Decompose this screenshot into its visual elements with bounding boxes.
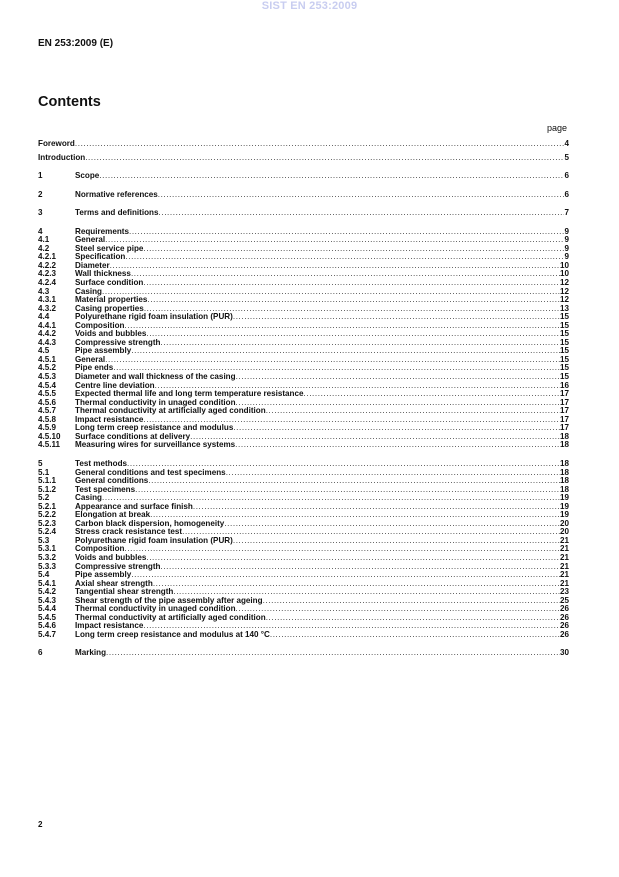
toc-entry-title: Voids and bubbles [75, 330, 147, 339]
toc-entry[interactable] [38, 511, 569, 520]
toc-entry-page: 9 [564, 244, 569, 253]
toc-dot-leader [266, 407, 560, 416]
toc-entry-number: 2 [38, 189, 43, 199]
toc-entry-page: 17 [559, 415, 569, 424]
toc-entry-page: 5 [564, 153, 569, 162]
toc-entry-title: Tangential shear strength [75, 588, 174, 597]
toc-dot-leader [266, 614, 560, 623]
toc-entry-page: 16 [559, 381, 569, 390]
toc-entry-title: Thermal conductivity in unaged condition [75, 605, 236, 614]
toc-entry[interactable] [38, 407, 569, 416]
toc-entry[interactable] [38, 236, 569, 245]
toc-entry-title: General [75, 236, 106, 245]
toc-entry[interactable] [38, 279, 569, 288]
toc-entry-number: 4.5.7 [38, 406, 57, 416]
toc-entry-title: Compressive strength [75, 338, 161, 347]
toc-entry[interactable] [38, 364, 569, 373]
toc-entry[interactable] [38, 503, 569, 512]
toc-entry-number: 4.4.3 [38, 337, 57, 347]
toc-entry-number: 5.3.1 [38, 544, 57, 554]
toc-entry-page: 10 [559, 270, 569, 279]
toc-entry[interactable] [38, 390, 569, 399]
toc-entry-number: 5.4.6 [38, 621, 57, 631]
toc-entry-page: 7 [564, 209, 569, 218]
toc-entry-number: 4 [38, 226, 43, 236]
page-title: Contents [38, 94, 101, 110]
toc-entry-title: Foreword [38, 140, 75, 148]
toc-entry[interactable] [38, 245, 569, 254]
toc-entry-page: 15 [559, 347, 569, 356]
toc-entry[interactable] [38, 172, 569, 181]
toc-entry-page: 18 [559, 468, 569, 477]
toc-entry-number: 1 [38, 171, 43, 181]
toc-entry[interactable] [38, 597, 569, 606]
toc-entry[interactable] [38, 356, 569, 365]
toc-dot-leader [155, 382, 560, 391]
toc-entry-number: 5.1.2 [38, 484, 57, 494]
toc-entry[interactable] [38, 270, 569, 279]
toc-dot-leader [236, 605, 560, 614]
toc-entry-title: Appearance and surface finish [75, 502, 193, 511]
toc-dot-leader [127, 460, 560, 469]
toc-dot-leader [304, 390, 560, 399]
toc-entry-page: 17 [559, 390, 569, 399]
toc-entry-number: 4.4 [38, 312, 50, 322]
toc-entry-page: 19 [559, 494, 569, 503]
toc-entry-page: 19 [559, 511, 569, 520]
toc-entry[interactable] [38, 545, 569, 554]
toc-dot-leader [143, 279, 560, 288]
toc-entry-title: Compressive strength [75, 562, 161, 571]
toc-entry[interactable] [38, 528, 569, 537]
toc-entry-number: 5.2.3 [38, 518, 57, 528]
toc-entry-page: 21 [559, 562, 569, 571]
toc-entry-number: 4.2 [38, 243, 50, 253]
toc-dot-leader [236, 399, 560, 408]
toc-entry-title: Material properties [75, 296, 148, 305]
toc-entry-title: Polyurethane rigid foam insulation (PUR) [75, 313, 233, 322]
toc-entry-page: 12 [559, 279, 569, 288]
toc-entry-number: 5.2.1 [38, 501, 57, 511]
toc-dot-leader [99, 172, 564, 181]
toc-dot-leader [235, 441, 560, 450]
toc-entry-number: 4.5.11 [38, 440, 61, 450]
toc-entry-number: 5.1 [38, 467, 50, 477]
toc-entry-title: Wall thickness [75, 270, 131, 279]
toc-dot-leader [153, 580, 560, 589]
toc-dot-leader [85, 154, 564, 163]
toc-entry-page: 23 [559, 588, 569, 597]
toc-entry[interactable] [38, 433, 569, 442]
toc-entry-page: 19 [559, 502, 569, 511]
toc-dot-leader [75, 140, 565, 149]
toc-dot-leader [263, 597, 560, 606]
toc-dot-leader [143, 245, 564, 254]
toc-entry-title: Specification [75, 253, 126, 262]
toc-entry-page: 12 [559, 296, 569, 305]
toc-entry-title: Long term creep resistance and modulus at 140 °C [75, 630, 270, 639]
toc-dot-leader [135, 486, 560, 495]
toc-entry-number: 4.4.1 [38, 320, 57, 330]
toc-dot-leader [102, 288, 560, 297]
toc-entry[interactable] [38, 228, 569, 237]
toc-entry-title: Axial shear strength [75, 579, 153, 588]
toc-entry-title: Normative references [75, 190, 158, 199]
toc-entry-page: 25 [559, 596, 569, 605]
toc-entry-title: Requirements [75, 227, 129, 236]
toc-entry-number: 4.5.3 [38, 372, 57, 382]
toc-entry[interactable] [38, 588, 569, 597]
toc-dot-leader [105, 356, 560, 365]
toc-entry-number: 5.2 [38, 493, 50, 503]
toc-entry-number: 4.2.3 [38, 269, 57, 279]
toc-entry[interactable] [38, 631, 569, 640]
toc-entry-title: Surface condition [75, 279, 144, 288]
toc-dot-leader [159, 209, 565, 218]
toc-entry[interactable] [38, 262, 569, 271]
toc-entry-page: 9 [564, 236, 569, 245]
toc-entry-title: Polyurethane rigid foam insulation (PUR) [75, 536, 233, 545]
toc-entry-page: 15 [559, 321, 569, 330]
toc-entry-page: 18 [559, 477, 569, 486]
toc-entry-title: Test methods [75, 459, 128, 468]
toc-dot-leader [124, 545, 560, 554]
toc-entry-page: 21 [559, 571, 569, 580]
toc-entry-number: 5.2.2 [38, 510, 57, 520]
toc-dot-leader [143, 622, 560, 631]
toc-entry-page: 18 [559, 485, 569, 494]
toc-entry-number: 5.1.1 [38, 476, 57, 486]
toc-entry[interactable] [38, 330, 569, 339]
toc-entry-title: Composition [75, 545, 125, 554]
toc-entry-page: 18 [559, 441, 569, 450]
toc-entry-number: 4.5.10 [38, 431, 61, 441]
toc-entry-title: Thermal conductivity at artificially aged condition [75, 613, 266, 622]
toc-entry-number: 5.4.5 [38, 612, 57, 622]
toc-entry[interactable] [38, 253, 569, 262]
toc-dot-leader [131, 270, 560, 279]
toc-entry[interactable] [38, 494, 569, 503]
toc-dot-leader [110, 262, 560, 271]
toc-entry-number: 4.5.1 [38, 354, 57, 364]
toc-entry-page: 20 [559, 528, 569, 537]
toc-entry[interactable] [38, 537, 569, 546]
toc-entry-number: 4.5.4 [38, 380, 57, 390]
toc-entry-title: Measuring wires for surveillance systems [75, 441, 236, 450]
toc-entry[interactable] [38, 441, 569, 450]
toc-entry-number: 5.4 [38, 570, 50, 580]
toc-dot-leader [233, 537, 560, 546]
toc-entry-page: 15 [559, 364, 569, 373]
toc-entry-page: 21 [559, 579, 569, 588]
toc-entry[interactable] [38, 580, 569, 589]
toc-entry-number: 5.3.2 [38, 552, 57, 562]
toc-entry-title: General conditions and test specimens [75, 468, 226, 477]
toc-entry-number: 5.4.4 [38, 604, 57, 614]
toc-entry-title: Diameter [75, 261, 110, 270]
page-column-label: page [546, 123, 567, 133]
toc-entry[interactable] [38, 296, 569, 305]
toc-entry-title: Long term creep resistance and modulus [75, 424, 234, 433]
toc-dot-leader [105, 236, 564, 245]
toc-entry-title: Terms and definitions [75, 209, 159, 218]
toc-entry-page: 6 [564, 172, 569, 181]
toc-entry-page: 18 [559, 432, 569, 441]
toc-dot-leader [233, 313, 560, 322]
toc-dot-leader [102, 494, 560, 503]
toc-entry-number: 6 [38, 648, 43, 658]
toc-entry-page: 15 [559, 330, 569, 339]
toc-entry-title: Diameter and wall thickness of the casing [75, 373, 236, 382]
toc-entry-page: 26 [559, 630, 569, 639]
toc-entry-page: 15 [559, 338, 569, 347]
toc-entry-number: 4.2.2 [38, 260, 57, 270]
toc-entry[interactable] [38, 288, 569, 297]
toc-dot-leader [148, 477, 560, 486]
toc-entry-number: 4.5.8 [38, 414, 57, 424]
toc-entry-page: 9 [564, 253, 569, 262]
toc-entry-page: 21 [559, 536, 569, 545]
toc-entry-title: Introduction [38, 153, 86, 162]
toc-entry-number: 5.4.7 [38, 629, 57, 639]
toc-entry-title: Casing properties [75, 304, 144, 313]
toc-dot-leader [158, 191, 565, 200]
toc-entry-page: 30 [559, 649, 569, 658]
toc-entry-number: 4.5 [38, 346, 50, 356]
toc-entry[interactable] [38, 399, 569, 408]
toc-dot-leader [150, 511, 560, 520]
watermark: SIST EN 253:2009 [261, 0, 358, 12]
toc-entry-title: Pipe assembly [75, 571, 132, 580]
toc-dot-leader [147, 296, 560, 305]
toc-entry[interactable] [38, 322, 569, 331]
toc-entry[interactable] [38, 313, 569, 322]
toc-entry-page: 17 [559, 398, 569, 407]
toc-entry-title: General conditions [75, 477, 149, 486]
toc-entry-title: Expected thermal life and long term temperature resistance [75, 390, 304, 399]
toc-dot-leader [224, 520, 560, 529]
toc-dot-leader [160, 339, 560, 348]
toc-entry-number: 5.3.3 [38, 561, 57, 571]
toc-entry-number: 4.5.6 [38, 397, 57, 407]
toc-entry[interactable] [38, 154, 569, 163]
toc-entry-number: 4.5.9 [38, 423, 57, 433]
toc-entry-title: Thermal conductivity in unaged condition [75, 398, 236, 407]
toc-entry[interactable] [38, 520, 569, 529]
toc-entry-title: Marking [75, 649, 107, 658]
toc-entry-number: 5.4.1 [38, 578, 57, 588]
toc-entry-page: 6 [564, 190, 569, 199]
toc-entry[interactable] [38, 469, 569, 478]
toc-entry-page: 21 [559, 553, 569, 562]
toc-entry-page: 4 [564, 140, 569, 148]
toc-dot-leader [146, 330, 560, 339]
toc-entry-title: Scope [75, 172, 100, 181]
toc-entry[interactable] [38, 140, 569, 149]
toc-entry-title: Stress crack resistance test [75, 528, 183, 537]
toc-dot-leader [226, 469, 560, 478]
toc-entry-page: 15 [559, 313, 569, 322]
toc-entry-title: Carbon black dispersion, homogeneity [75, 519, 225, 528]
toc-dot-leader [193, 503, 560, 512]
toc-entry-page: 21 [559, 545, 569, 554]
toc-entry[interactable] [38, 622, 569, 631]
toc-entry-page: 17 [559, 407, 569, 416]
toc-entry-number: 4.1 [38, 235, 50, 245]
toc-entry-page: 26 [559, 605, 569, 614]
toc-entry[interactable] [38, 382, 569, 391]
toc-dot-leader [113, 364, 560, 373]
toc-entry[interactable] [38, 373, 569, 382]
toc-dot-leader [173, 588, 560, 597]
page-number: 2 [38, 820, 43, 829]
toc-entry-title: Impact resistance [75, 415, 144, 424]
toc-entry-title: Shear strength of the pipe assembly after ageing [75, 596, 263, 605]
toc-entry-number: 4.5.5 [38, 389, 57, 399]
toc-entry[interactable] [38, 605, 569, 614]
toc-entry-title: Impact resistance [75, 622, 144, 631]
toc-dot-leader [125, 253, 564, 262]
toc-dot-leader [190, 433, 560, 442]
toc-entry[interactable] [38, 649, 569, 658]
toc-entry-page: 17 [559, 424, 569, 433]
toc-entry-page: 12 [559, 287, 569, 296]
toc-entry-number: 4.3.1 [38, 295, 57, 305]
toc-entry[interactable] [38, 347, 569, 356]
toc-entry-title: Pipe ends [75, 364, 114, 373]
toc-entry-title: Steel service pipe [75, 244, 144, 253]
toc-entry-title: Test specimens [75, 485, 136, 494]
toc-entry-number: 4.2.1 [38, 252, 57, 262]
toc-entry-title: Surface conditions at delivery [75, 432, 191, 441]
toc-entry-number: 3 [38, 208, 43, 218]
toc-entry-page: 15 [559, 373, 569, 382]
toc-dot-leader [233, 424, 560, 433]
toc-entry-title: Thermal conductivity at artificially aged condition [75, 407, 266, 416]
toc-entry[interactable] [38, 191, 569, 200]
toc-entry[interactable] [38, 460, 569, 469]
toc-entry-number: 4.3 [38, 286, 50, 296]
toc-entry-number: 5.4.2 [38, 587, 57, 597]
toc-entry[interactable] [38, 571, 569, 580]
toc-dot-leader [131, 347, 560, 356]
toc-entry-number: 5.2.4 [38, 527, 57, 537]
toc-dot-leader [129, 228, 565, 237]
toc-entry-page: 26 [559, 613, 569, 622]
toc-entry-title: Elongation at break [75, 511, 151, 520]
toc-entry-page: 13 [559, 304, 569, 313]
table-of-contents [38, 140, 569, 658]
toc-entry-title: Casing [75, 287, 102, 296]
toc-entry-page: 10 [559, 261, 569, 270]
toc-entry[interactable] [38, 424, 569, 433]
toc-entry-page: 15 [559, 355, 569, 364]
toc-entry-number: 5.3 [38, 535, 50, 545]
toc-dot-leader [160, 563, 560, 572]
toc-dot-leader [236, 373, 560, 382]
toc-entry[interactable] [38, 477, 569, 486]
toc-entry-title: Voids and bubbles [75, 553, 147, 562]
toc-entry-page: 9 [564, 227, 569, 236]
toc-dot-leader [144, 305, 560, 314]
toc-entry-number: 4.2.4 [38, 278, 57, 288]
toc-dot-leader [106, 649, 560, 658]
toc-entry-title: Pipe assembly [75, 347, 132, 356]
toc-entry[interactable] [38, 554, 569, 563]
toc-dot-leader [143, 416, 560, 425]
toc-entry[interactable] [38, 614, 569, 623]
toc-entry[interactable] [38, 416, 569, 425]
toc-dot-leader [146, 554, 560, 563]
toc-entry-number: 5 [38, 458, 43, 468]
toc-dot-leader [182, 528, 560, 537]
toc-entry-number: 4.4.2 [38, 329, 57, 339]
toc-entry-number: 5.4.3 [38, 595, 57, 605]
toc-entry-title: Casing [75, 494, 102, 503]
toc-entry[interactable] [38, 209, 569, 218]
toc-entry-title: Composition [75, 321, 125, 330]
toc-entry[interactable] [38, 339, 569, 348]
toc-entry-page: 26 [559, 622, 569, 631]
toc-dot-leader [270, 631, 560, 640]
toc-entry-title: General [75, 355, 106, 364]
toc-entry-number: 4.5.2 [38, 363, 57, 373]
toc-entry-page: 18 [559, 459, 569, 468]
toc-entry[interactable] [38, 486, 569, 495]
toc-entry[interactable] [38, 563, 569, 572]
toc-entry-title: Centre line deviation [75, 381, 155, 390]
document-id: EN 253:2009 (E) [38, 38, 114, 49]
toc-entry[interactable] [38, 305, 569, 314]
toc-entry-number: 4.3.2 [38, 303, 57, 313]
toc-entry-page: 20 [559, 519, 569, 528]
toc-dot-leader [124, 322, 560, 331]
toc-dot-leader [131, 571, 560, 580]
